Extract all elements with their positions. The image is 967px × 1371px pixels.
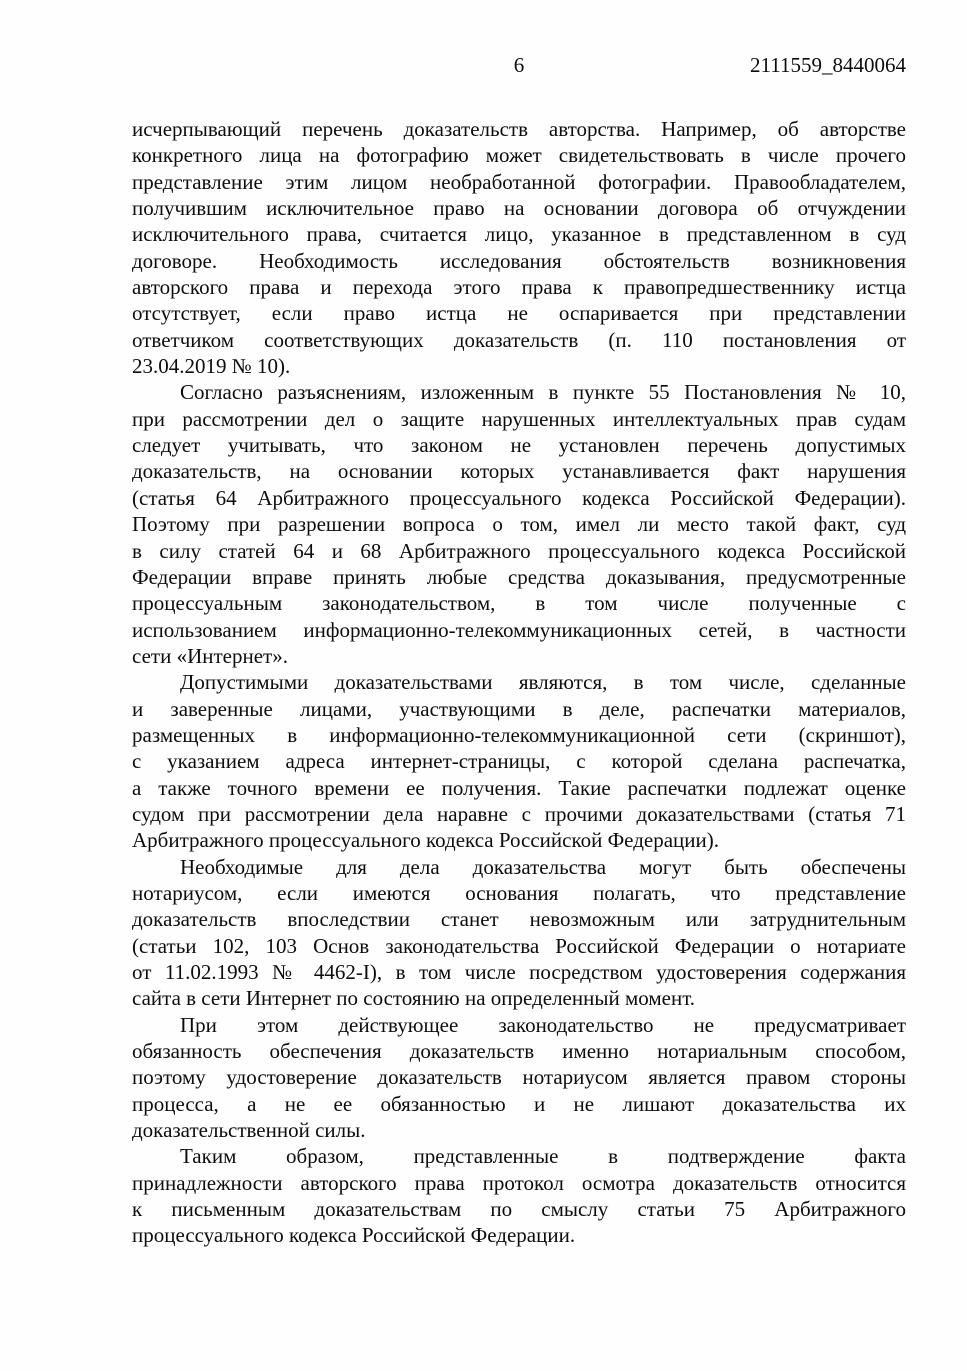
paragraph xyxy=(132,379,906,669)
text-line: размещенных в информационно-телекоммуникационной сети (скриншот), xyxy=(132,722,906,747)
paragraph xyxy=(132,116,906,379)
text-line: принадлежности авторского права протокол осмотра доказательств относится xyxy=(132,1170,906,1195)
paragraph xyxy=(132,669,906,853)
text-line: при рассмотрении дел о защите нарушенных интеллектуальных прав судам xyxy=(132,406,906,431)
text-line: следует учитывать, что законом не установлен перечень допустимых xyxy=(132,433,906,458)
text-line: поэтому удостоверение доказательств нотариусом является правом стороны xyxy=(132,1065,906,1090)
text-line: доказательственной силы. xyxy=(132,1118,366,1143)
page-number: 6 xyxy=(513,53,525,77)
paragraph xyxy=(132,1012,906,1144)
text-line: к письменным доказательствам по смыслу статьи 75 Арбитражного xyxy=(132,1197,906,1222)
text-line: (статья 64 Арбитражного процессуального кодекса Российской Федерации). xyxy=(132,485,906,510)
text-line: Согласно разъяснениям, изложенным в пункте 55 Постановления № 10, xyxy=(180,380,906,405)
text-line: сети «Интернет». xyxy=(132,643,288,668)
text-line: авторского права и перехода этого права к правопредшественнику истца xyxy=(132,275,906,300)
text-line: ответчиком соответствующих доказательств (п. 110 постановления от xyxy=(132,327,906,352)
text-line: получившим исключительное право на основании договора об отчуждении xyxy=(132,196,906,221)
page-header xyxy=(132,52,906,78)
paragraph xyxy=(132,1143,906,1248)
text-line: Необходимые для дела доказательства могут быть обеспечены xyxy=(180,854,906,879)
text-line: (статьи 102, 103 Основ законодательства Российской Федерации о нотариате xyxy=(132,933,906,958)
text-line: конкретного лица на фотографию может свидетельствовать в числе прочего xyxy=(132,143,906,168)
text-line: использованием информационно-телекоммуникационных сетей, в частности xyxy=(132,617,906,642)
text-line: от 11.02.1993 № 4462-I), в том числе посредством удостоверения содержания xyxy=(132,960,906,984)
text-line: доказательств впоследствии станет невозможным или затруднительным xyxy=(132,907,906,932)
text-line: обязанность обеспечения доказательств именно нотариальным способом, xyxy=(132,1039,906,1064)
text-line: Допустимыми доказательствами являются, в том числе, сделанные xyxy=(180,670,906,695)
text-line: представление этим лицом необработанной фотографии. Правообладателем, xyxy=(132,169,906,194)
text-line: Арбитражного процессуального кодекса Российской Федерации). xyxy=(132,828,720,853)
document-number: 2111559_8440064 xyxy=(750,53,906,77)
text-line: доказательств, на основании которых устанавливается факт нарушения xyxy=(132,459,906,484)
text-line: судом при рассмотрении дела наравне с прочими доказательствами (статья 71 xyxy=(132,801,906,826)
document-body xyxy=(132,116,906,1249)
text-line: отсутствует, если право истца не оспаривается при представлении xyxy=(132,301,906,326)
text-line: 23.04.2019 № 10). xyxy=(132,354,291,379)
text-line: процесса, а не ее обязанностью и не лишают доказательства их xyxy=(132,1091,906,1116)
text-line: процессуальным законодательством, в том числе полученные с xyxy=(132,591,906,616)
text-line: При этом действующее законодательство не предусматривает xyxy=(180,1012,906,1037)
text-line: исключительного права, считается лицо, указанное в представленном в суд xyxy=(132,222,906,247)
paragraph xyxy=(132,854,906,1012)
text-line: Таким образом, представленные в подтверждение факта xyxy=(180,1144,906,1169)
text-line: в силу статей 64 и 68 Арбитражного процессуального кодекса Российской xyxy=(132,538,906,563)
text-line: договоре. Необходимость исследования обстоятельств возникновения xyxy=(132,248,906,273)
text-line: нотариусом, если имеются основания полагать, что представление xyxy=(132,880,906,905)
text-line: а также точного времени ее получения. Такие распечатки подлежат оценке xyxy=(132,775,906,800)
document-content xyxy=(132,0,906,1249)
text-line: Федерации вправе принять любые средства доказывания, предусмотренные xyxy=(132,564,906,589)
text-line: процессуального кодекса Российской Федерации. xyxy=(132,1223,576,1248)
text-line: с указанием адреса интернет-страницы, с которой сделана распечатка, xyxy=(132,749,906,774)
text-line: Поэтому при разрешении вопроса о том, имел ли место такой факт, суд xyxy=(132,512,906,537)
text-line: сайта в сети Интернет по состоянию на определенный момент. xyxy=(132,986,696,1011)
text-line: и заверенные лицами, участвующими в деле, распечатки материалов, xyxy=(132,696,906,721)
text-line: исчерпывающий перечень доказательств авторства. Например, об авторстве xyxy=(132,117,906,141)
